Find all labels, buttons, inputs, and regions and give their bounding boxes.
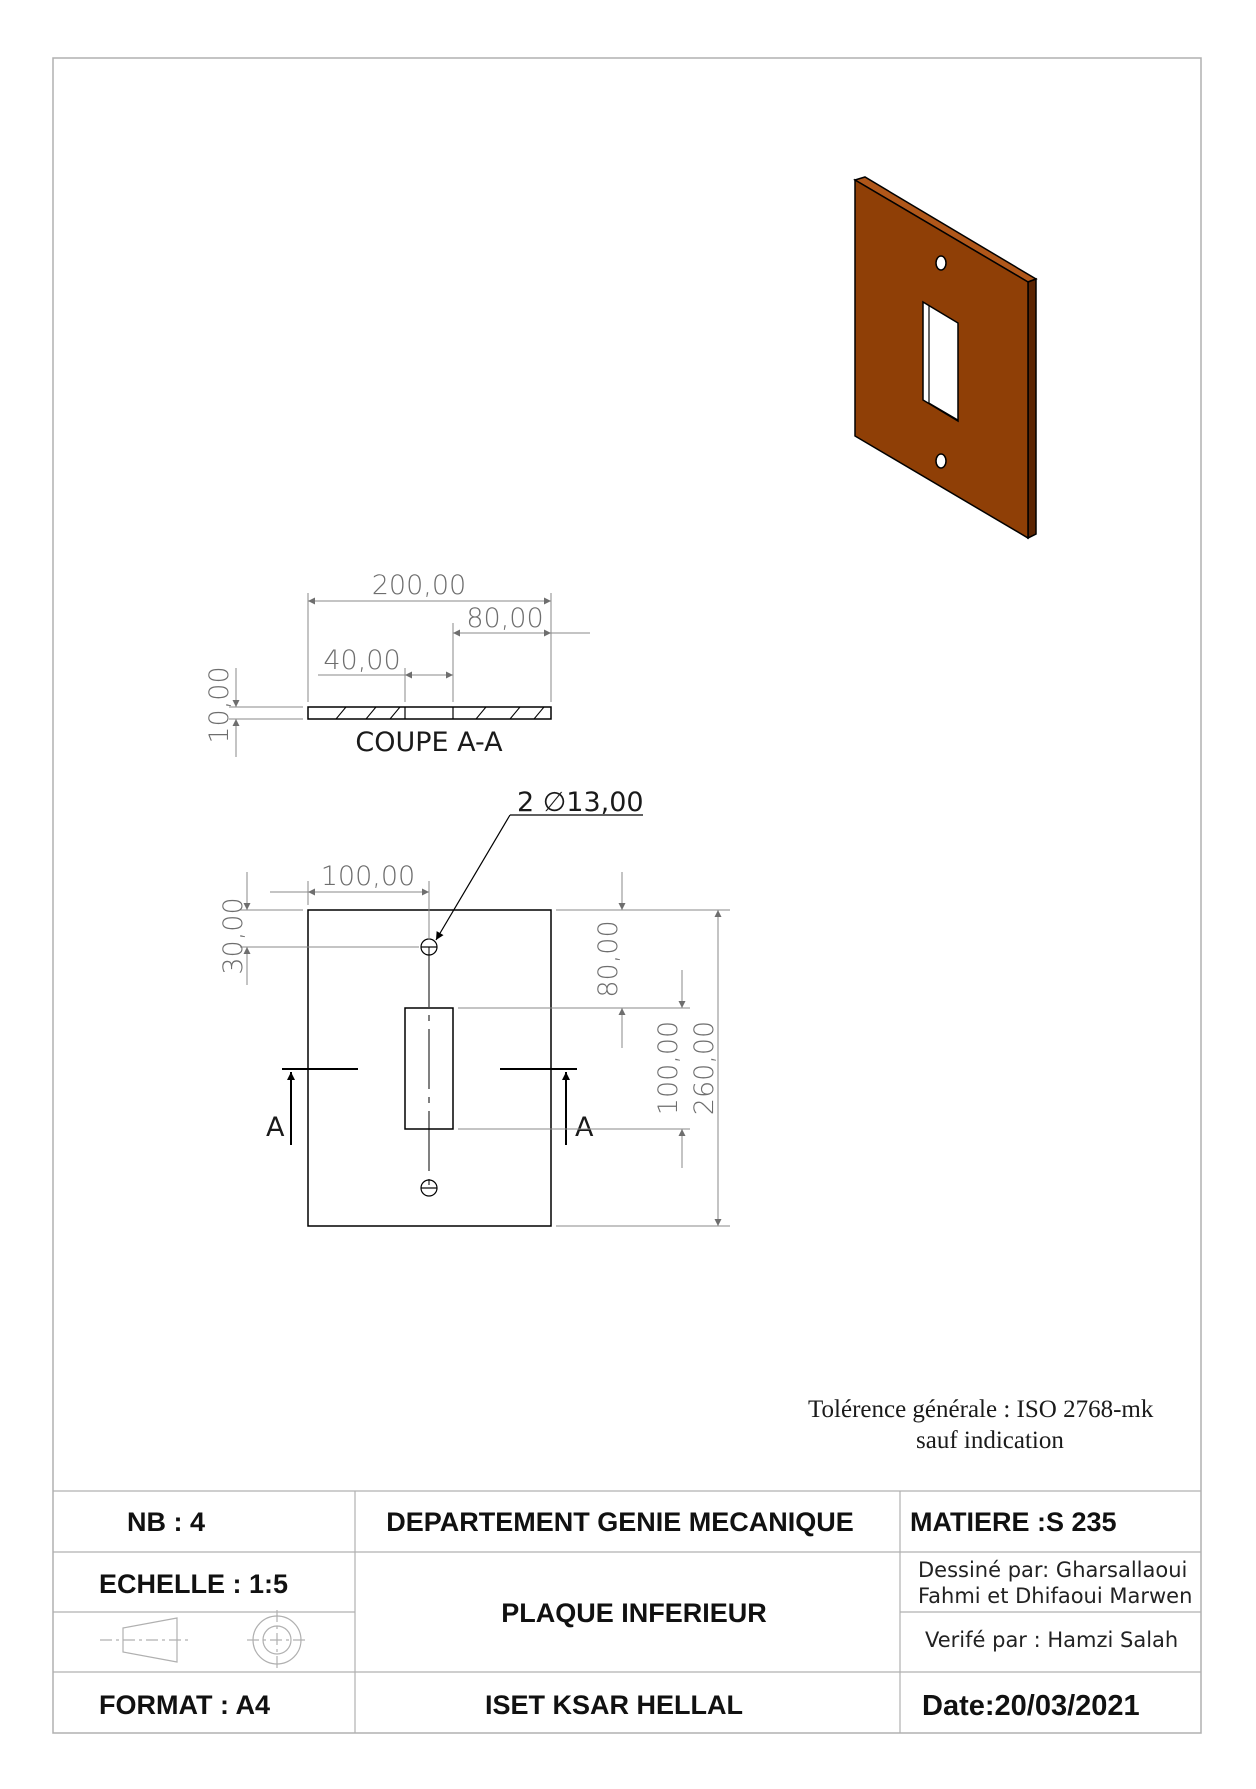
section-hatching [336, 707, 544, 719]
projection-symbol-icon [100, 1610, 307, 1670]
dim-right-offset-text: 80,00 [466, 603, 544, 634]
section-cut-right [500, 1069, 577, 1145]
tb-material: MATIERE :S 235 [910, 1507, 1117, 1537]
dim-right-offset [453, 623, 590, 702]
dim-hole-y-text: 30,00 [218, 897, 249, 975]
dim-hole-x-text: 100,00 [320, 861, 416, 892]
dim-overall-height-text: 260,00 [689, 1020, 720, 1116]
section-cut-left [282, 1069, 358, 1145]
plate-hole-top [936, 256, 946, 270]
tb-nb: NB : 4 [127, 1507, 206, 1537]
tolerance-line1: Tolérence générale : ISO 2768-mk [808, 1396, 1154, 1423]
tb-date: Date:20/03/2021 [922, 1690, 1140, 1722]
tolerance-line2: sauf indication [916, 1427, 1064, 1454]
title-block [53, 1491, 1201, 1733]
hole-callout: 2 ∅13,00 [517, 787, 644, 818]
plate-side-face [1028, 279, 1036, 538]
tb-part-name: PLAQUE INFERIEUR [501, 1598, 767, 1628]
section-view [204, 570, 590, 758]
dim-overall-width-text: 200,00 [371, 570, 467, 601]
tb-school: ISET KSAR HELLAL [484, 1690, 744, 1720]
tb-checked-by: Verifé par : Hamzi Salah [925, 1628, 1179, 1652]
dim-thickness-text: 10,00 [204, 666, 235, 744]
section-caption: COUPE A-A [355, 727, 503, 758]
tb-drawn-by-1: Dessiné par: Gharsallaoui [918, 1558, 1188, 1582]
tb-format: FORMAT : A4 [99, 1690, 270, 1720]
dim-slot-width-text: 40,00 [323, 645, 401, 676]
plate-hole-bottom [936, 454, 946, 468]
dim-thickness [229, 668, 303, 757]
front-view [218, 787, 730, 1226]
isometric-plate [855, 177, 1036, 538]
section-letter-left: A [266, 1112, 285, 1143]
dim-slot-top-text: 80,00 [593, 920, 624, 998]
tb-department: DEPARTEMENT GENIE MECANIQUE [386, 1507, 854, 1537]
section-letter-right: A [575, 1112, 594, 1143]
tb-scale: ECHELLE : 1:5 [99, 1569, 289, 1599]
tb-drawn-by-2: Fahmi et Dhifaoui Marwen [918, 1584, 1193, 1608]
dim-slot-height-text: 100,00 [653, 1020, 684, 1116]
plate-slot [923, 302, 958, 421]
